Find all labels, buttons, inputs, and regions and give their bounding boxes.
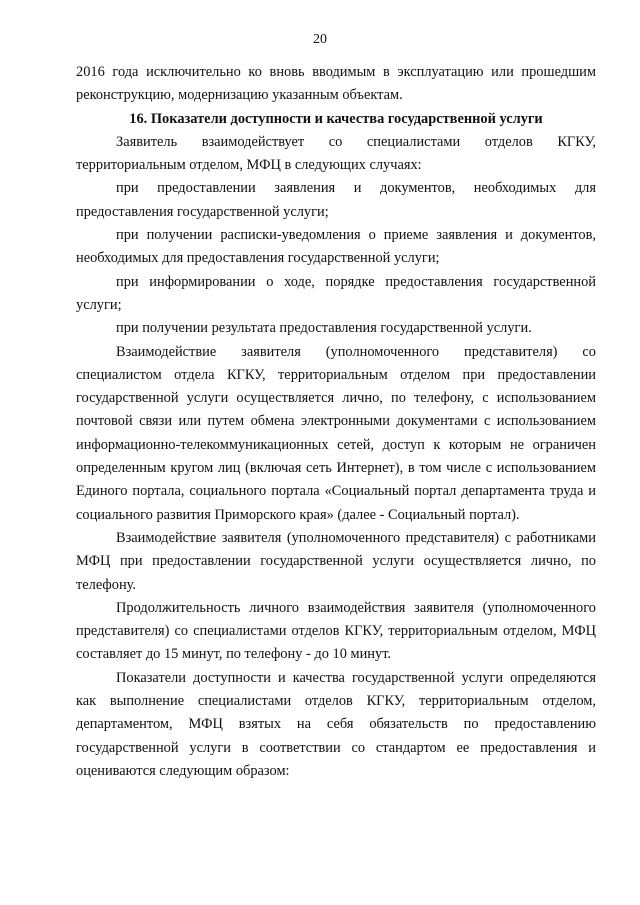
paragraph-case-receipt: при получении расписки-уведомления о приеме заявления и документов, необходимых для предоставления государственной услуги; bbox=[76, 227, 596, 267]
paragraph-mfc-interaction: Взаимодействие заявителя (уполномоченного представителя) с работниками МФЦ при предоставлении государственной услуги осуществляется лично, по телефону. bbox=[76, 529, 596, 593]
paragraph-quality-indicators: Показатели доступности и качества государственной услуги определяются как выполнение специалистами отделов КГКУ, территориальным отделом, департаментом, МФЦ взятых на себя обязательств по предоставлению государственной услуги в соответствии со стандартом ее предоставления и оцениваются следующим образом: bbox=[76, 669, 596, 779]
paragraph-duration: Продолжительность личного взаимодействия заявителя (уполномоченного представителя) со специалистами отделов КГКУ, территориальным отделом, МФЦ составляет до 15 минут, по телефону - до 10 минут. bbox=[76, 599, 596, 663]
paragraph-interaction-methods: Взаимодействие заявителя (уполномоченного представителя) со специалистом отдела КГКУ, территориальным отделом при предоставлении государственной услуги осуществляется лично, по телефону, с использованием почтовой связи или путем обмена электронными документами с использованием информационно-телекоммуникационных сетей, доступ к которым не ограничен определенным кругом лиц (включая сеть Интернет), в том числе с использованием Единого портала, социального портала «Социальный портал департамента труда и социального развития Приморского края» (далее - Социальный портал). bbox=[76, 343, 596, 523]
paragraph-case-submission: при предоставлении заявления и документов, необходимых для предоставления государственной услуги; bbox=[76, 180, 596, 220]
page-number: 20 bbox=[313, 32, 327, 47]
paragraph-case-result: при получении результата предоставления государственной услуги. bbox=[116, 320, 532, 337]
section-heading: 16. Показатели доступности и качества государственной услуги bbox=[129, 110, 543, 127]
document-body bbox=[76, 61, 596, 783]
paragraph-case-informing: при информировании о ходе, порядке предоставления государственной услуги; bbox=[76, 273, 596, 313]
paragraph-continuation: 2016 года исключительно ко вновь вводимым в эксплуатацию или прошедшим реконструкцию, модернизацию указанным объектам. bbox=[76, 64, 596, 104]
paragraph-interaction-cases: Заявитель взаимодействует со специалистами отделов КГКУ, территориальным отделом, МФЦ в следующих случаях: bbox=[76, 133, 596, 174]
